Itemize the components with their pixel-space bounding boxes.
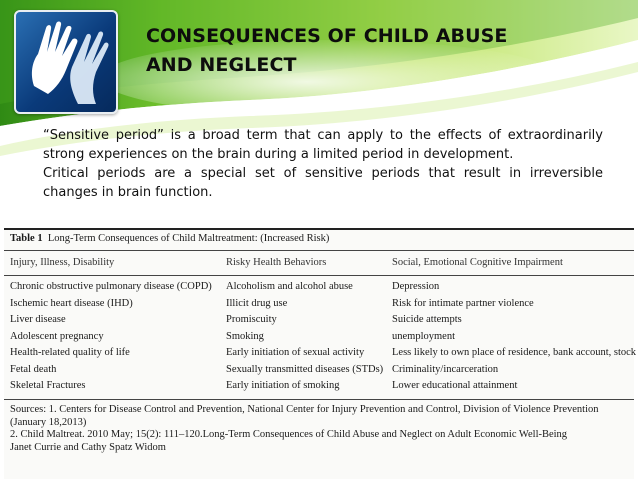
table-top-rule [4, 228, 634, 230]
table-cell: Adolescent pregnancy [10, 330, 104, 342]
table-caption [10, 233, 329, 244]
table-cell: Lower educational attainment [392, 380, 518, 391]
table-cell: Promiscuity [226, 314, 277, 325]
table-caption-rule [4, 250, 634, 251]
table-cell: Liver disease [10, 314, 66, 325]
sensitive-period-paragraph: “Sensitive period” is a broad term that can apply to the effects of extraordinarily strong experiences on the brain during a limited period in development. [43, 128, 603, 162]
table-cell: Criminality/incarceration [392, 363, 499, 375]
hands-icon [16, 12, 116, 112]
table-cell: Health-related quality of life [10, 347, 130, 358]
source-2: 2. Child Maltreat. 2010 May; 15(2): 111–120.Long-Term Consequences of Child Abuse and Neglect on Adult Economic Well-Being [10, 429, 568, 440]
slide-title [146, 22, 616, 80]
column-header-risky-behaviors: Risky Health Behaviors [226, 257, 327, 268]
slide-title-line-1: CONSEQUENCES OF CHILD ABUSE [146, 25, 508, 47]
table-sources [10, 404, 632, 454]
table-caption-text: Long-Term Consequences of Child Maltreatment: (Increased Risk) [47, 233, 330, 244]
table-bottom-rule [4, 399, 634, 400]
table-cell: Skeletal Fractures [10, 380, 86, 391]
table-cell: Sexually transmitted diseases (STDs) [226, 363, 384, 375]
table-cell: Early initiation of smoking [226, 380, 340, 391]
slide-title-line-2: AND NEGLECT [146, 54, 297, 76]
source-1: Sources: 1. Centers for Disease Control and Prevention, National Center for Injury Prevention and Control, Division of Violence Prevention (January 18,2013) [10, 404, 599, 428]
table-cell: unemployment [392, 330, 455, 342]
logo [14, 10, 118, 114]
body-text [43, 126, 603, 202]
table-cell: Ischemic heart disease (IHD) [10, 297, 133, 309]
table-cell: Suicide attempts [392, 314, 462, 325]
table-caption-label: Table 1 [10, 233, 43, 244]
table-cell: Alcoholism and alcohol abuse [226, 281, 353, 292]
consequences-table [4, 228, 637, 479]
table-cell: Smoking [226, 330, 264, 342]
table-cell: Fetal death [10, 363, 57, 375]
column-header-social-impairment: Social, Emotional Cognitive Impairment [392, 257, 563, 268]
table-cell: Risk for intimate partner violence [392, 297, 534, 309]
table-cell: Early initiation of sexual activity [226, 347, 365, 358]
table-cell: Less likely to own place of residence, bank account, stock [392, 347, 637, 358]
critical-period-paragraph: Critical periods are a special set of sensitive periods that result in irreversible changes in brain function. [43, 166, 603, 200]
table-cell: Depression [392, 281, 440, 292]
table-header-rule [4, 275, 634, 276]
table-cell: Chronic obstructive pulmonary disease (COPD) [10, 281, 212, 292]
source-3: Janet Currie and Cathy Spatz Widom [10, 441, 166, 453]
column-header-injury: Injury, Illness, Disability [10, 257, 115, 268]
table-cell: Illicit drug use [226, 297, 288, 309]
